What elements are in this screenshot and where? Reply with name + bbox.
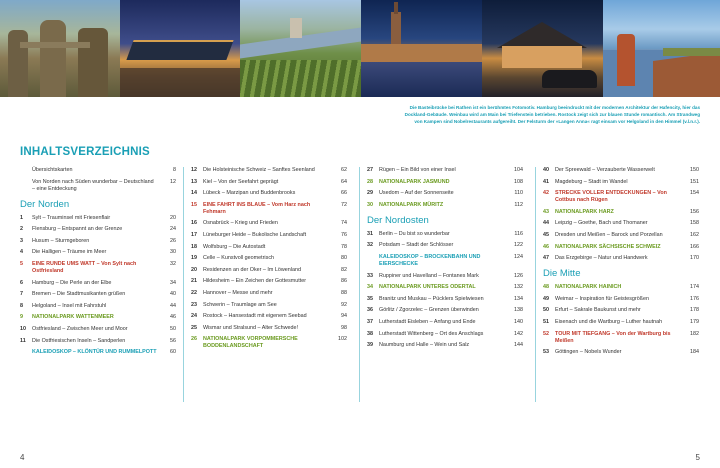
toc-entry-title: Die Halligen – Träume im Meer	[32, 249, 107, 256]
toc-entry-title: Hannover – Messe und mehr	[203, 289, 273, 296]
toc-entry-page: 158	[690, 220, 699, 227]
toc-entry[interactable]	[20, 179, 176, 193]
toc-entry-page: 60	[170, 349, 176, 356]
toc-entry[interactable]	[191, 244, 347, 251]
toc-entry-title: Naumburg und Halle – Wein und Salz	[379, 342, 470, 349]
toc-entry[interactable]	[367, 296, 523, 303]
toc-entry[interactable]	[191, 325, 347, 332]
toc-entry-number: 13	[191, 178, 197, 185]
page-number-left: 4	[20, 453, 25, 462]
toc-entry[interactable]	[20, 280, 176, 287]
toc-entry-number: 45	[543, 231, 549, 238]
toc-entry-title: NATIONALPARK VORPOMMERSCHE BODDENLANDSCHAFT	[203, 336, 298, 350]
toc-entry-page: 46	[170, 314, 176, 321]
toc-entry-page: 40	[170, 291, 176, 298]
region-heading: Die Mitte	[543, 268, 581, 280]
toc-entry-number: 26	[191, 336, 197, 343]
column-divider	[183, 167, 184, 402]
toc-entry-page: 110	[514, 190, 523, 197]
toc-entry-page: 12	[170, 178, 176, 185]
toc-entry[interactable]	[543, 284, 699, 291]
toc-entry-title: NATIONALPARK HARZ	[555, 208, 614, 215]
toc-entry[interactable]	[20, 167, 176, 174]
toc-entry-title: Die Holsteinische Schweiz – Sanftes Seenland	[203, 167, 315, 173]
toc-entry[interactable]	[191, 179, 347, 186]
toc-entry-number: 37	[367, 318, 373, 325]
toc-entry-title: Schwerin – Traumlage am See	[203, 301, 277, 308]
toc-entry[interactable]	[20, 303, 176, 310]
toc-entry-number: 42	[543, 190, 549, 197]
photo-kampen-restaurant	[482, 0, 603, 97]
toc-entry[interactable]	[191, 232, 347, 239]
toc-entry-title: NATIONALPARK HAINICH	[555, 284, 622, 291]
toc-entry-title: Wismar und Stralsund – Alter Schwede!	[203, 324, 298, 331]
photo-strip	[0, 0, 720, 97]
toc-entry-page: 184	[690, 349, 699, 356]
toc-entry[interactable]	[191, 267, 347, 274]
toc-entry-title: Sylt – Trauminsel mit Friesenflair	[32, 214, 111, 221]
toc-entry-title: STRECKE VOLLER ENTDECKUNGEN – Von Cottbus nach Rügen	[555, 190, 667, 204]
toc-entry-page: 122	[514, 242, 523, 249]
toc-entry-title: Lutherstadt Eisleben – Anfang und Ende	[379, 318, 476, 325]
toc-entry-page: 88	[341, 289, 347, 296]
photo-bastei-bridge	[0, 0, 120, 97]
toc-entry[interactable]	[543, 244, 699, 251]
toc-entry-title: Görlitz / Zgorzelec – Grenzen überwinden	[379, 307, 479, 314]
toc-entry-number: 9	[20, 314, 23, 321]
toc-entry-page: 82	[341, 266, 347, 273]
toc-entry[interactable]	[367, 242, 523, 249]
toc-entry[interactable]	[20, 338, 176, 345]
toc-entry-number: 38	[367, 330, 373, 337]
toc-entry-title: Göttingen – Nobels Wunder	[555, 349, 622, 356]
toc-entry-number: 11	[20, 337, 26, 344]
toc-entry[interactable]	[20, 226, 176, 233]
toc-entry-page: 166	[690, 243, 699, 250]
toc-entry[interactable]	[20, 349, 176, 356]
toc-entry-number: 19	[191, 255, 197, 262]
photo-caption: Die Basteibrücke bei Rathen ist ein berühmtes Fotomotiv. Hamburg beeindruckt mit der modernen Architektur der Hafencity, hier das Dockland-Gebäude. Weinbau wird am Main bei Triefenstein betrieben. Rostock zeigt sich zur blauen Stunde romantisch. Am Strandweg von Kampen sind Nobelrestaurants aufgereiht. Der Felsturm der »Langen Anna« ragt einsam vor Helgoland in den Himmel (v.l.n.r.).	[404, 105, 700, 124]
toc-entry-page: 162	[690, 231, 699, 238]
toc-entry-title: Der Spreewald – Verzauberte Wasserwelt	[555, 167, 655, 173]
toc-column-2	[191, 167, 347, 355]
toc-entry-number: 5	[20, 260, 23, 267]
toc-entry-title: Lüneburger Heide – Bukolische Landschaft	[203, 231, 307, 238]
toc-entry-page: 34	[170, 279, 176, 286]
toc-entry-page: 138	[514, 307, 523, 314]
toc-entry-number: 52	[543, 330, 549, 337]
toc-entry[interactable]	[191, 255, 347, 262]
photo-rostock-night	[361, 0, 482, 97]
toc-entry-number: 1	[20, 214, 23, 221]
toc-entry-page: 30	[170, 249, 176, 256]
toc-entry-title: EINE RUNDE UMS WATT – Von Sylt nach Ostfriesland	[32, 260, 137, 274]
toc-entry[interactable]	[543, 220, 699, 227]
toc-entry[interactable]	[543, 349, 699, 356]
toc-entry-title: Helgoland – Insel mit Fahrstuhl	[32, 302, 107, 309]
toc-entry-title: Husum – Sturmgeboren	[32, 237, 90, 244]
toc-entry-page: 104	[514, 167, 523, 173]
toc-entry[interactable]	[543, 179, 699, 186]
toc-entry-number: 31	[367, 230, 373, 237]
toc-entry-number: 48	[543, 284, 549, 291]
toc-entry-number: 8	[20, 302, 23, 309]
toc-entry[interactable]	[20, 314, 176, 321]
toc-entry[interactable]	[367, 231, 523, 238]
toc-entry-page: 50	[170, 325, 176, 332]
toc-entry-title: Eisenach und die Wartburg – Luther hautnah	[555, 318, 663, 325]
toc-entry-page: 151	[690, 178, 699, 185]
toc-entry-number: 25	[191, 324, 197, 331]
toc-entry-page: 8	[173, 167, 176, 173]
toc-entry-page: 140	[514, 318, 523, 325]
toc-entry-number: 53	[543, 349, 549, 356]
toc-entry-number: 44	[543, 220, 549, 227]
toc-entry[interactable]	[367, 319, 523, 326]
toc-entry-number: 4	[20, 249, 23, 256]
toc-entry[interactable]	[367, 284, 523, 291]
toc-entry[interactable]	[543, 296, 699, 303]
toc-entry-title: NATIONALPARK MÜRITZ	[379, 201, 444, 208]
toc-entry-title: Hildesheim – Ein Zeichen der Gottesmutter	[203, 278, 307, 285]
toc-entry[interactable]	[367, 167, 523, 174]
toc-entry-title: Hamburg – Die Perle an der Elbe	[32, 279, 112, 286]
toc-entry[interactable]	[191, 202, 347, 216]
toc-entry-page: 132	[514, 284, 523, 291]
toc-entry-number: 7	[20, 291, 23, 298]
page-title: INHALTSVERZEICHNIS	[20, 146, 150, 158]
toc-entry-page: 98	[341, 324, 347, 331]
toc-entry[interactable]	[543, 232, 699, 239]
toc-entry-title: Flensburg – Entspannt an der Grenze	[32, 226, 123, 233]
toc-entry-title: Wolfsburg – Die Autostadt	[203, 243, 266, 250]
toc-entry[interactable]	[367, 331, 523, 338]
toc-entry-title: Leipzig – Goethe, Bach und Thomaner	[555, 220, 648, 227]
toc-entry[interactable]	[367, 254, 523, 268]
toc-entry-title: KALEIDOSKOP – KLÖNTÜR UND RUMMELPOTT	[32, 349, 157, 356]
toc-entry-title: Bremen – Die Stadtmusikanten grüßen	[32, 291, 126, 298]
toc-entry-title: NATIONALPARK JASMUND	[379, 178, 450, 185]
toc-entry[interactable]	[543, 307, 699, 314]
toc-entry-page: 92	[341, 301, 347, 308]
toc-entry-number: 23	[191, 301, 197, 308]
toc-entry[interactable]	[367, 273, 523, 280]
toc-entry-page: 156	[690, 208, 699, 215]
toc-entry-number: 2	[20, 226, 23, 233]
toc-entry[interactable]	[543, 255, 699, 262]
toc-column-4	[543, 167, 699, 361]
toc-entry-page: 182	[690, 330, 699, 337]
toc-entry-page: 62	[341, 167, 347, 173]
toc-entry-number: 20	[191, 266, 197, 273]
toc-entry-page: 174	[690, 284, 699, 291]
toc-entry-page: 86	[341, 278, 347, 285]
toc-entry-title: Magdeburg – Stadt im Wandel	[555, 178, 628, 185]
toc-entry-title: Die Ostfriesischen Inseln – Sandperlen	[32, 337, 126, 344]
toc-entry[interactable]	[191, 167, 347, 174]
toc-entry-title: TOUR MIT TIEFGANG – Von der Wartburg bis Meißen	[555, 330, 671, 344]
toc-entry-title: Berlin – Du bist so wunderbar	[379, 230, 450, 237]
photo-helgoland-lange-anna	[603, 0, 720, 97]
toc-entry-number: 30	[367, 201, 373, 208]
toc-entry-page: 112	[514, 201, 523, 208]
toc-entry-title: Branitz und Muskau – Pücklers Spielwiesen	[379, 295, 484, 302]
toc-entry-number: 39	[367, 342, 373, 349]
toc-entry-page: 102	[338, 336, 347, 343]
toc-entry-page: 80	[341, 255, 347, 262]
toc-entry-title: Ostfriesland – Zwischen Meer und Moor	[32, 325, 128, 332]
toc-entry-number: 3	[20, 237, 23, 244]
column-divider	[359, 167, 360, 402]
toc-entry-number: 33	[367, 272, 373, 279]
toc-entry-number: 49	[543, 295, 549, 302]
toc-entry-page: 64	[341, 178, 347, 185]
toc-entry-page: 178	[690, 307, 699, 314]
toc-entry-page: 56	[170, 337, 176, 344]
toc-entry-title: Rügen – Ein Bild von einer Insel	[379, 167, 456, 173]
toc-entry-page: 154	[690, 190, 699, 197]
region-heading: Der Nordosten	[367, 214, 429, 226]
toc-entry-number: 50	[543, 307, 549, 314]
toc-entry-number: 28	[367, 178, 373, 185]
toc-entry[interactable]	[20, 249, 176, 256]
toc-entry-number: 17	[191, 231, 197, 238]
toc-entry[interactable]	[543, 319, 699, 326]
toc-entry-number: 40	[543, 167, 549, 173]
toc-entry-page: 179	[690, 318, 699, 325]
toc-entry-title: EINE FAHRT INS BLAUE – Vom Harz nach Fehmarn	[203, 201, 311, 215]
toc-entry-number: 43	[543, 208, 549, 215]
toc-entry-page: 116	[514, 230, 523, 237]
toc-entry-title: NATIONALPARK SÄCHSISCHE SCHWEIZ	[555, 243, 661, 250]
toc-entry[interactable]	[367, 190, 523, 197]
toc-entry[interactable]	[367, 202, 523, 209]
toc-entry-number: 24	[191, 313, 197, 320]
toc-entry[interactable]	[367, 179, 523, 186]
toc-entry[interactable]	[191, 220, 347, 227]
toc-entry[interactable]	[20, 326, 176, 333]
toc-entry[interactable]	[20, 238, 176, 245]
page-number-right: 5	[695, 453, 700, 462]
toc-entry-page: 142	[514, 330, 523, 337]
toc-entry-title: Kiel – Von der Seefahrt geprägt	[203, 178, 279, 185]
toc-entry[interactable]	[367, 342, 523, 349]
column-divider	[535, 167, 536, 402]
toc-entry[interactable]	[191, 302, 347, 309]
toc-entry-title: Rostock – Hansestadt mit eigenem Seebad	[203, 313, 307, 320]
photo-hamburg-dockland	[120, 0, 240, 97]
toc-entry-title: Erfurt – Sakrale Baukunst und mehr	[555, 307, 641, 314]
region-heading: Der Norden	[20, 198, 70, 210]
toc-entry-page: 144	[514, 342, 523, 349]
toc-entry-title: Celle – Kunstvoll geometrisch	[203, 255, 275, 262]
toc-entry-page: 32	[170, 260, 176, 267]
toc-entry-title: Lübeck – Marzipan und Buddenbrooks	[203, 190, 296, 197]
toc-entry-page: 170	[690, 255, 699, 262]
toc-entry-title: Ruppiner und Havelland – Fontanes Mark	[379, 272, 479, 279]
toc-entry-number: 18	[191, 243, 197, 250]
toc-entry-title: Übersichtskarten	[32, 167, 73, 173]
toc-entry-page: 74	[341, 220, 347, 227]
toc-entry[interactable]	[191, 290, 347, 297]
toc-entry-number: 16	[191, 220, 197, 227]
toc-entry-number: 22	[191, 289, 197, 296]
toc-entry-title: Das Erzgebirge – Natur und Handwerk	[555, 255, 648, 262]
toc-entry-page: 72	[341, 201, 347, 208]
toc-entry[interactable]	[543, 209, 699, 216]
toc-entry-page: 150	[690, 167, 699, 173]
toc-entry-number: 12	[191, 167, 197, 173]
toc-entry[interactable]	[543, 167, 699, 174]
toc-column-3	[367, 167, 523, 354]
toc-entry-number: 6	[20, 279, 23, 286]
toc-entry-page: 44	[170, 302, 176, 309]
toc-entry[interactable]	[543, 331, 699, 345]
toc-entry-title: NATIONALPARK UNTERES ODERTAL	[379, 284, 476, 291]
toc-entry-number: 27	[367, 167, 373, 173]
toc-entry[interactable]	[20, 261, 176, 275]
toc-entry-title: Weimar – Inspiration für Geistesgrößen	[555, 295, 649, 302]
toc-entry-number: 21	[191, 278, 197, 285]
toc-entry-page: 108	[514, 178, 523, 185]
toc-entry-page: 26	[170, 237, 176, 244]
toc-entry-title: Lutherstadt Wittenberg – Ort des Anschlags	[379, 330, 484, 337]
toc-entry-title: Potsdam – Stadt der Schlösser	[379, 242, 454, 249]
toc-entry[interactable]	[191, 278, 347, 285]
toc-entry-page: 94	[341, 313, 347, 320]
toc-entry-title: Von Norden nach Süden wunderbar – Deutschland – eine Entdeckung	[32, 178, 154, 192]
toc-entry-title: Osnabrück – Krieg und Frieden	[203, 220, 278, 227]
toc-entry-page: 66	[341, 190, 347, 197]
toc-entry-number: 41	[543, 178, 549, 185]
toc-entry-number: 36	[367, 307, 373, 314]
toc-entry-page: 134	[514, 295, 523, 302]
toc-entry-number: 29	[367, 190, 373, 197]
toc-entry[interactable]	[191, 336, 347, 350]
toc-entry-page: 176	[690, 295, 699, 302]
toc-entry[interactable]	[191, 190, 347, 197]
toc-entry-page: 20	[170, 214, 176, 221]
toc-entry-number: 10	[20, 325, 26, 332]
toc-entry[interactable]	[20, 215, 176, 222]
toc-entry-title: KALEIDOSKOP – BROCKENBAHN UND EIERSCHECKE	[379, 253, 481, 267]
toc-entry[interactable]	[191, 313, 347, 320]
photo-main-vineyard	[240, 0, 361, 97]
toc-entry[interactable]	[543, 190, 699, 204]
toc-entry-title: Usedom – Auf der Sonnenseite	[379, 190, 454, 197]
toc-entry-page: 124	[514, 253, 523, 260]
toc-column-1	[20, 167, 176, 361]
toc-entry-page: 126	[514, 272, 523, 279]
toc-entry[interactable]	[367, 307, 523, 314]
toc-entry-number: 46	[543, 243, 549, 250]
toc-entry-title: Residenzen an der Oker – Im Löwenland	[203, 266, 301, 273]
toc-entry-number: 47	[543, 255, 549, 262]
toc-entry-number: 35	[367, 295, 373, 302]
toc-entry-page: 76	[341, 231, 347, 238]
toc-entry-title: Dresden und Meißen – Barock und Porzellan	[555, 231, 663, 238]
toc-entry-page: 78	[341, 243, 347, 250]
toc-entry-page: 24	[170, 226, 176, 233]
toc-entry-number: 32	[367, 242, 373, 249]
toc-entry-number: 34	[367, 284, 373, 291]
toc-entry-number: 14	[191, 190, 197, 197]
toc-entry-number: 51	[543, 318, 549, 325]
toc-entry-number: 15	[191, 201, 197, 208]
toc-entry[interactable]	[20, 291, 176, 298]
toc-entry-title: NATIONALPARK WATTENMEER	[32, 314, 114, 321]
